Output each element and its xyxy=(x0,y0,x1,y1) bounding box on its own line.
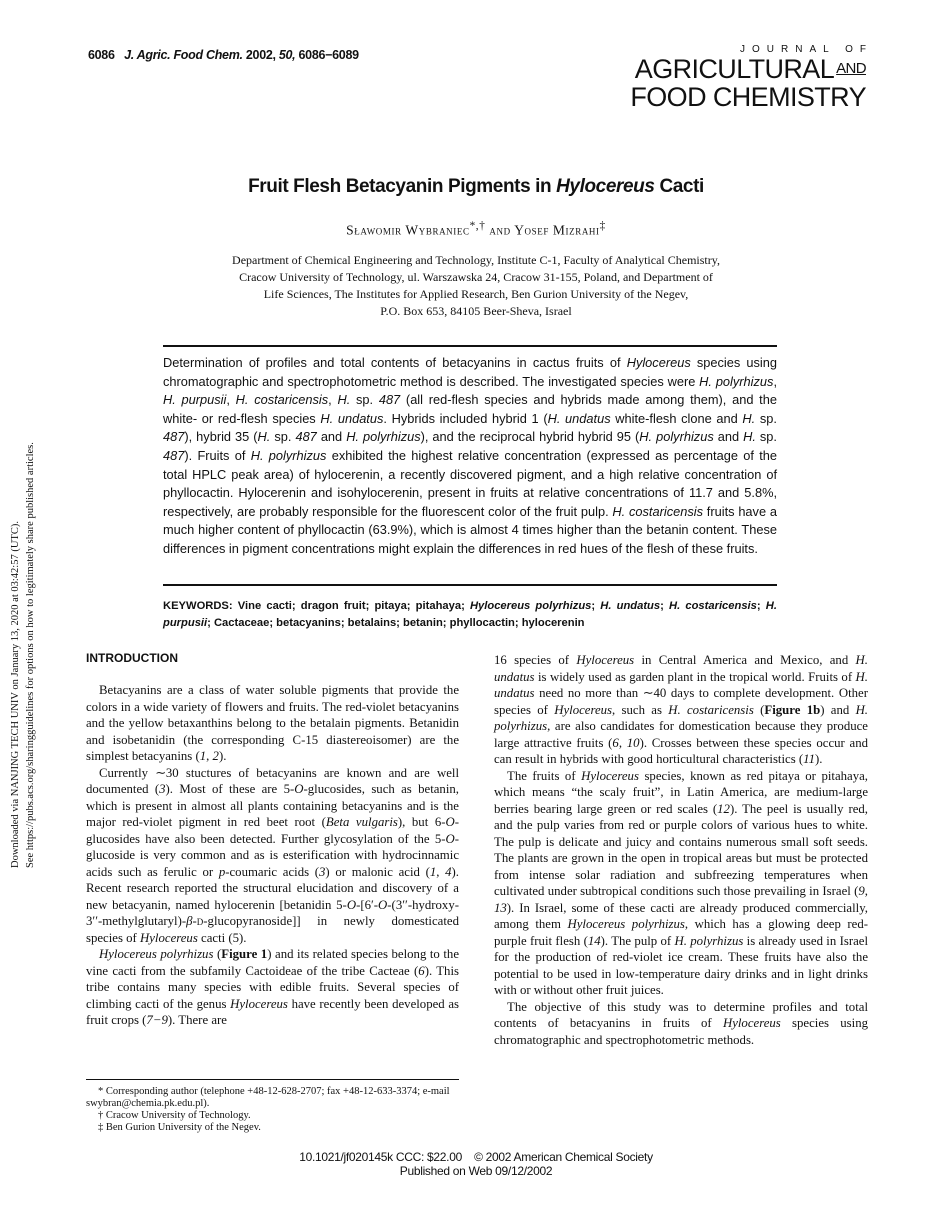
footer-line1 xyxy=(0,1150,952,1164)
journal-logo-line2: FOOD CHEMISTRY xyxy=(630,82,866,112)
page-number: 6086 xyxy=(88,48,115,62)
copyright: © 2002 American Chemical Society xyxy=(474,1150,653,1164)
side-note-line1: Downloaded via NANJING TECH UNIV on January 13, 2020 at 03:42:57 (UTC). xyxy=(10,521,21,868)
journal-logo-top: JOURNAL OF xyxy=(740,44,873,55)
citation-pages: 6086−6089 xyxy=(298,48,359,62)
header-citation xyxy=(88,48,359,62)
keywords-label: KEYWORDS: xyxy=(163,600,233,612)
journal-logo-line1: AGRICULTURAL $^{AND}$ xyxy=(634,54,866,84)
side-note-line2: See https://pubs.acs.org/sharingguidelines for options on how to legitimately share published articles. xyxy=(25,442,36,868)
journal-logo xyxy=(630,44,873,112)
footnote-corresponding: * Corresponding author (telephone +48-12-628-2707; fax +48-12-633-3374; e-mail swybran@chemia.pk.edu.pl). xyxy=(86,1086,450,1109)
page-footer xyxy=(0,1150,952,1178)
footnote-affil-2: ‡ Ben Gurion University of the Negev. xyxy=(98,1122,261,1133)
footnote-rule xyxy=(86,1079,459,1080)
citation-year: 2002, xyxy=(245,48,276,62)
author-2: Yosef Mizrahi xyxy=(514,222,600,238)
download-side-note xyxy=(8,358,38,868)
authors: Sławomir Wybraniec*,† and Yosef Mizrahi‡ xyxy=(346,220,606,238)
abstract-top-rule xyxy=(163,345,777,347)
journal-abbrev: J. Agric. Food Chem. xyxy=(124,48,243,62)
footnotes xyxy=(86,1086,459,1134)
paragraph: 16 species of Hylocereus in Central America and Mexico, and H. undatus is widely used as garden plant in the tropical world. Fruits of H. undatus need no more than ∼40 days to complete development. Other species of Hylocereus, such as H. costaricensis (Figure 1b) and H. polyrhizus, are also candidates for domestication because they produce large attractive fruits (6, 10). Crosses between these species occur and can result in hybrids with good horticultural characteristics (11). xyxy=(494,653,869,766)
paragraph: Hylocereus polyrhizus (Figure 1) and its related species belong to the vine cacti from the subfamily Cactoideae of the tribe Cacteae (6). This tribe contains many species with edible fruits. Several species of climbing cacti of the genus Hylocereus have recently been developed as fruit crops (7−9). There are xyxy=(86,947,460,1027)
published-date: Published on Web 09/12/2002 xyxy=(399,1164,553,1178)
abstract: Determination of profiles and total contents of betacyanins in cactus fruits of Hylocereus species using chromatographic and spectrophotometric method is described. The investigated species were H. polyrhizus, H. purpusii, H. costaricensis, H. sp. 487 (all red-flesh species and hybrids made among them), and the white- or red-flesh species H. undatus. Hybrids included hybrid 1 (H. undatus white-flesh clone and H. sp. 487), hybrid 35 (H. sp. 487 and H. polyrhizus), and the reciprocal hybrid hybrid 95 (H. polyrhizus and H. sp. 487). Fruits of H. polyrhizus exhibited the highest relative concentration (expressed as percentage of the total HPLC peak area) of hylocerenin, a recently discovered pigment, and a high relative concentration of phyllocactin. Hylocerenin and isohylocerenin, present in fruits at relative concentrations of 11.7 and 5.8%, respectively, are probably responsible for the fluorescent color of the fruit pulp. H. costaricensis fruits have a much higher content of phyllocactin (63.9%), which is almost 4 times higher than the betanin content. These differences in pigment concentrations might explain the differences in red hues of the flesh of these fruits. xyxy=(163,355,778,556)
paragraph: Betacyanins are a class of water soluble pigments that provide the colors in a wide variety of flowers and fruits. The red-violet betacyanins and the yellow betaxanthins belong to the betalain pigments. Betanidin and isobetanidin (the corresponding C-15 diastereoisomer) are the simplest betacyanins (1, 2). xyxy=(86,683,459,763)
paragraph: Currently ∼30 stuctures of betacyanins are known and are well documented (3). Most of these are 5-O-glucosides, such as betanin, which is present in almost all plants containing betacyanins and is the major red-violet pigment in red beet root (Beta vulgaris), but 6-O-glucosides have also been detected. Further glycosylation of the 5-O-glucoside is very common and as is esterification with hydrocinnamic acids such as ferulic or p-coumaric acids (3) or malonic acid (1, 4). Recent research reported the structural elucidation and discovery of a new betacyanin, named hylocerenin [betanidin 5-O-[6′-O-(3′′-hydroxy-3′′-methylglutaryl)-β-d-glucopyranoside]] in newly domesticated species of Hylocereus cacti (5). xyxy=(86,765,459,945)
doi: 10.1021/jf020145k CCC: $22.00 xyxy=(299,1150,462,1164)
article-title: Fruit Flesh Betacyanin Pigments in Hylocereus Cacti xyxy=(248,176,704,197)
body-column-left xyxy=(86,682,459,1029)
section-heading-introduction: INTRODUCTION xyxy=(86,651,178,665)
citation-volume: 50, xyxy=(278,48,296,62)
body-column-right xyxy=(494,652,868,1048)
footnote-affil-1: † Cracow University of Technology. xyxy=(98,1110,251,1121)
paragraph: The fruits of Hylocereus species, known as red pitaya or pitahaya, which means “the scaly fruit”, in Latin America, are medium-large berries bearing large green or red scales (12). The peel is usually red, and the pulp varies from red or purple colors of various hues to white. The pulp is delicate and juicy and contains numerous small soft seeds. The plants are grown in the open in tropical areas but must be protected from intense solar radiation and subfreezing temperatures when cultivated under subtropical conditions such those prevailing in Israel (9, 13). In Israel, some of these cacti are already produced commercially, among them Hylocereus polyrhizus, which has a glowing deep red-purple fruit flesh (14). The pulp of H. polyrhizus is already used in Israel for the production of red-violet ice cream. These fruits have also the potential to be used in low-temperature dairy drinks and in light drinks with or without other fruit juices. xyxy=(494,768,869,997)
author-1: Sławomir Wybraniec xyxy=(346,222,470,238)
journal-logo-and: AND xyxy=(836,60,866,77)
abstract-bottom-rule xyxy=(163,584,777,586)
affiliation: Department of Chemical Engineering and Technology, Institute C-1, Faculty of Analytical Chemistry, Cracow University of Technology, ul. Warszawska 24, Cracow 31-155, Poland, and Department of Life Sciences, The Institutes for Applied Research, Ben Gurion University of the Negev, P.O. Box 653, 84105 Beer-Sheva, Israel xyxy=(232,253,720,318)
paragraph: The objective of this study was to determine profiles and total contents of betacyanins in fruits of Hylocereus species using chromatographic and spectrophotometric methods. xyxy=(494,999,868,1047)
keywords: KEYWORDS: Vine cacti; dragon fruit; pitaya; pitahaya; Hylocereus polyrhizus; H. undatus; H. costaricensis; H. purpusii; Cactaceae; betacyanins; betalains; betanin; phyllocactin; hylocerenin xyxy=(163,600,777,629)
